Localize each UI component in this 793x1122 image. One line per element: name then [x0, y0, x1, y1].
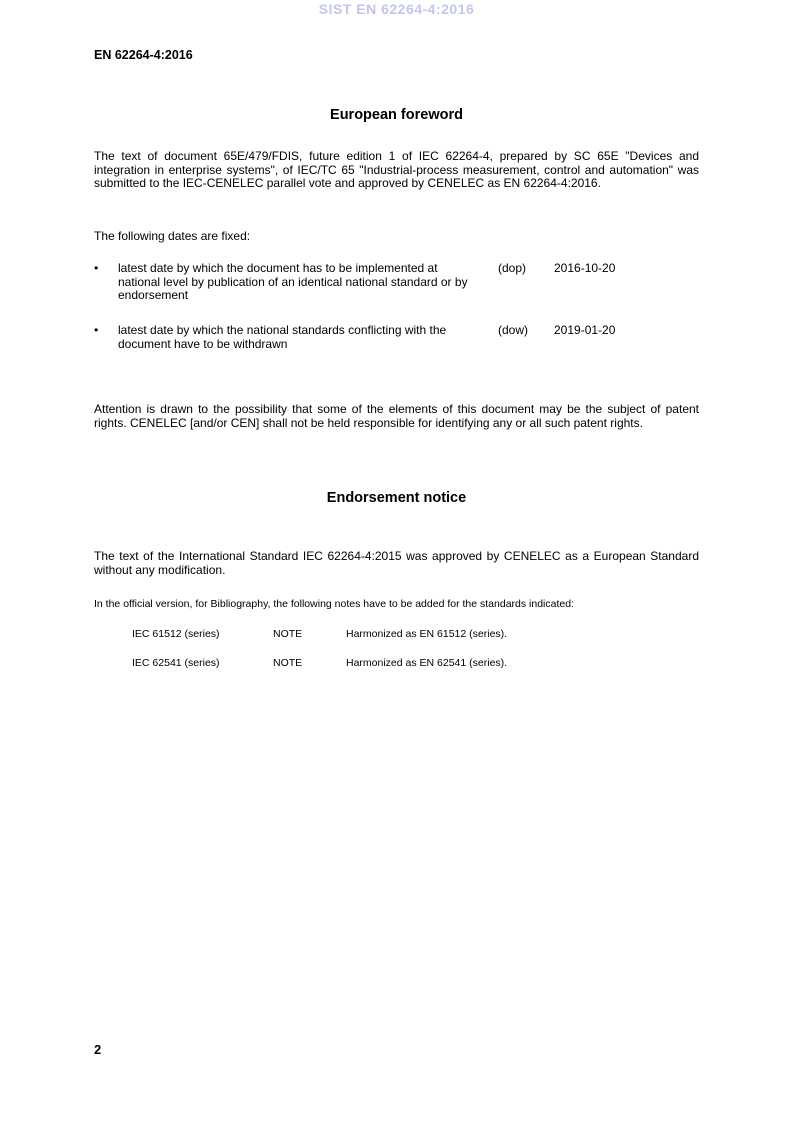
- endorsement-paragraph: The text of the International Standard IEC 62264-4:2015 was approved by CENELEC as a European Standard without any modification.: [94, 549, 699, 577]
- date-code: (dow): [498, 323, 529, 337]
- document-id: EN 62264-4:2016: [94, 48, 193, 62]
- watermark: SIST EN 62264-4:2016: [318, 1, 475, 17]
- date-value: 2016-10-20: [554, 261, 616, 275]
- bibliography-intro: In the official version, for Bibliography, the following notes have to be added for the standards indicated:: [94, 598, 574, 610]
- note-standard: IEC 62541 (series): [132, 657, 220, 669]
- date-value: 2019-01-20: [554, 323, 616, 337]
- bullet-icon: •: [94, 323, 99, 337]
- date-description: latest date by which the document has to be implemented at national level by publication of an identical national standard or by endorsement: [118, 261, 468, 302]
- bullet-icon: •: [94, 261, 99, 275]
- note-text: Harmonized as EN 62541 (series).: [346, 657, 508, 669]
- page-number: 2: [94, 1042, 102, 1057]
- note-text: Harmonized as EN 61512 (series).: [346, 628, 508, 640]
- note-standard: IEC 61512 (series): [132, 628, 220, 640]
- date-code: (dop): [498, 261, 527, 275]
- patent-attention-paragraph: Attention is drawn to the possibility that some of the elements of this document may be the subject of patent rights. CENELEC [and/or CEN] shall not be held responsible for identifying any or all such patent rights.: [94, 402, 699, 430]
- dates-intro: The following dates are fixed:: [94, 229, 251, 243]
- foreword-intro-paragraph: The text of document 65E/479/FDIS, future edition 1 of IEC 62264-4, prepared by SC 65E "Devices and integration in enterprise systems", of IEC/TC 65 "Industrial-process measurement, control and automation" was submitted to the IEC-CENELEC parallel vote and approved by CENELEC as EN 62264-4:2016.: [94, 149, 699, 190]
- note-label: NOTE: [273, 628, 303, 640]
- endorsement-notice-title: Endorsement notice: [326, 490, 467, 506]
- european-foreword-title: European foreword: [330, 107, 463, 123]
- note-label: NOTE: [273, 657, 303, 669]
- date-description: latest date by which the national standards conflicting with the document have to be withdrawn: [118, 323, 447, 351]
